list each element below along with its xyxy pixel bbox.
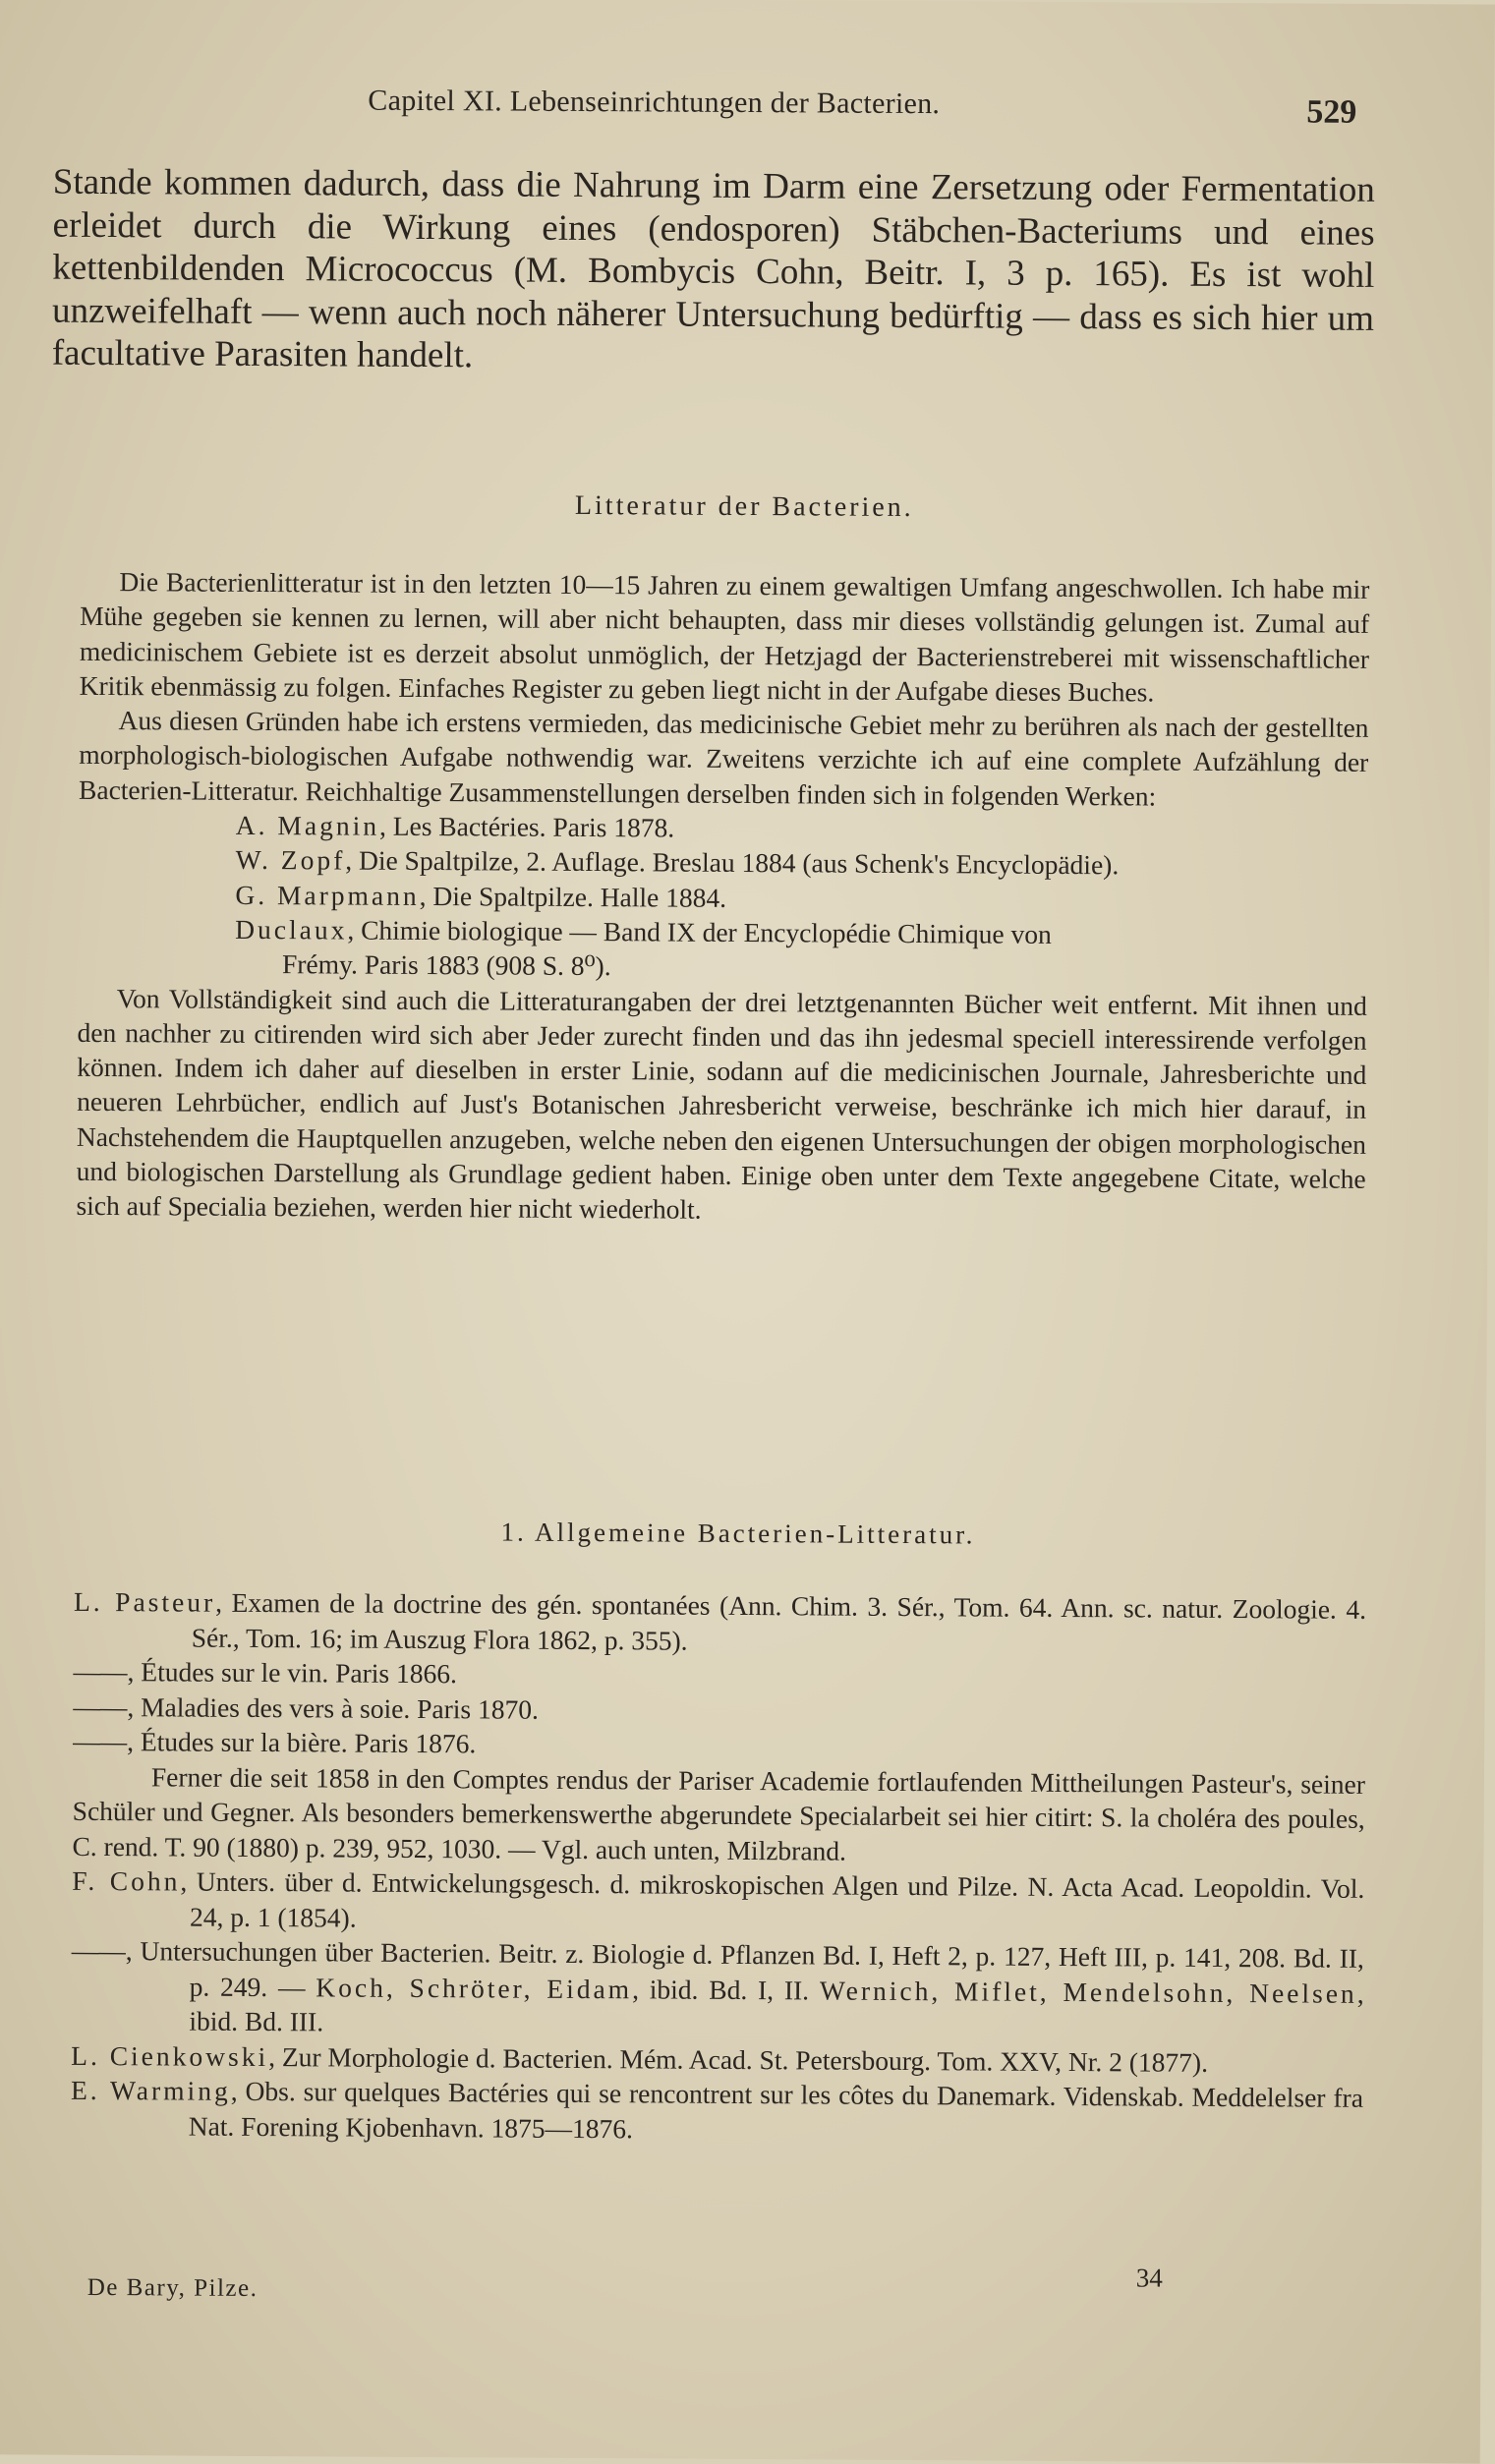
work-text: , Die Spaltpilze, 2. Auflage. Breslau 1884 (aus Schenk's Encyclopädie).	[345, 844, 1120, 881]
intro-text: Stande kommen dadurch, dass die Nahrung im Darm eine Zersetzung oder Fermentation erleidet durch die Wirkung eines (endosporen) Stäbchen-Bacteriums und eines kettenbildenden Micrococcus (M. Bombycis Cohn, Beitr. I, 3 p. 165). Es ist wohl unzweifelhaft — wenn auch noch näherer Untersuchung bedürftig — dass es sich hier um facultative Parasiten handelt.	[51, 161, 1375, 376]
reference-note: Ferner die seit 1858 in den Comptes rendus der Pariser Academie fortlaufenden Mittheilungen Pasteur's, seiner Schüler und Gegner. Als besonders bemerkenswerthe abgerundete Specialarbeit sei hier citirt: S. la choléra des poules, C. rend. T. 90 (1880) p. 239, 952, 1030. — Vgl. auch unten, Milzbrand.	[72, 1760, 1366, 1866]
ref-text: ——, Untersuchungen über Bacterien. Beitr. z. Biologie d. Pflanzen Bd. I, Heft 2, p. 127, Heft III, p. 141, 208. Bd. II, p. 249. —	[71, 1934, 1364, 2002]
ref-text: , Examen de la doctrine des gén. spontanées (Ann. Chim. 3. Sér., Tom. 64. Ann. sc. natur. Zoologie. 4. Sér., Tom. 16; im Auszug Flora 1862, p. 355).	[191, 1586, 1367, 1656]
subsection-heading: 1. Allgemeine Bacterien-Litteratur.	[500, 1517, 976, 1550]
paragraph-3: Von Vollständigkeit sind auch die Litteraturangaben der drei letztgenannten Bücher weit entfernt. Mit ihnen und den nachher zu citirenden wird sich aber Jeder zurecht finden und das ihn jedesmal speciell interessirende verfolgen können. Indem ich daher auf dieselben in erster Linie, sodann auf die medicinischen Journale, Jahresberichte und neueren Lehrbücher, endlich auf Just's Botanischen Jahresbericht verweise, beschränke ich mich hier darauf, in Nachstehendem die Hauptquellen anzugeben, welche neben den eigenen Untersuchungen der obigen morphologischen und biologischen Darstellung als Grundlage gedient haben. Einige oben unter dem Texte angegebene Citate, welche sich auf Specialia beziehen, werden hier nicht wiederholt.	[76, 982, 1367, 1226]
ref-text: , ibid. Bd. I, II.	[632, 1973, 821, 2005]
section-heading: Litteratur der Bacterien.	[574, 489, 914, 524]
reference-list	[71, 1584, 1366, 2150]
reference-entry	[71, 2073, 1363, 2150]
ref-author: E. Warming	[70, 2074, 231, 2106]
work-text: , Les Bactéries. Paris 1878.	[378, 810, 675, 843]
ref-text: , ibid. Bd. III.	[189, 1977, 1364, 2037]
works-list	[235, 808, 1368, 989]
reference-entry	[74, 1584, 1366, 1662]
page-number: 529	[1306, 93, 1357, 131]
paragraph-1: Die Bacterienlitteratur ist in den letzten 10—15 Jahren zu einem gewaltigen Umfang angeschwollen. Ich habe mir Mühe gegeben sie kennen zu lernen, will aber nicht behaupten, dass mir dieses vollständig gelungen ist. Zumal auf medicinischem Gebiete ist es derzeit absolut unmöglich, der Hetzjagd der Bacterienstreberei mit wissenschaftlicher Kritik ebenmässig zu folgen. Einfaches Register zu geben liegt nicht in der Aufgabe dieses Buches.	[79, 566, 1370, 708]
ref-text: , Zur Morphologie d. Bacterien. Mém. Acad. St. Petersbourg. Tom. XXV, Nr. 2 (1877).	[268, 2040, 1209, 2078]
work-author: G. Marpmann	[235, 879, 420, 911]
reference-entry: ——, Études sur le vin. Paris 1866.	[73, 1655, 458, 1690]
running-header	[0, 82, 1494, 140]
work-author: Duclaux	[235, 913, 348, 945]
work-author: A. Magnin	[235, 809, 380, 841]
work-item-continuation: Frémy. Paris 1883 (908 S. 8⁰).	[281, 948, 611, 982]
ref-author: Koch, Schröter, Eidam	[316, 1971, 633, 2004]
ref-author: F. Cohn	[72, 1864, 181, 1897]
ref-text: , Unters. über d. Entwickelungsgesch. d. mikroskopischen Algen und Pilze. N. Acta Acad. Leopoldin. Vol. 24, p. 1 (1854).	[180, 1865, 1365, 1933]
ref-author: L. Cienkowski	[71, 2039, 269, 2072]
chapter-title: Capitel XI. Lebenseinrichtungen der Bacterien.	[368, 84, 941, 121]
paragraph-2: Aus diesen Gründen habe ich erstens vermieden, das medicinische Gebiet mehr zu berühren als nach der gestellten morphologisch-biologischen Aufgabe nothwendig war. Zweitens verzichte ich auf eine complete Aufzählung der Bacterien-Litteratur. Reichhaltige Zusammenstellungen derselben finden sich in folgenden Werken:	[78, 705, 1369, 812]
reference-entry	[72, 1863, 1364, 1941]
reference-entry: ——, Études sur la bière. Paris 1876.	[73, 1725, 477, 1759]
signature-mark: 34	[1135, 2263, 1163, 2293]
ref-author: Wernich, Miflet, Mendelsohn, Neelsen	[819, 1974, 1357, 2009]
footer-book-title: De Bary, Pilze.	[86, 2273, 259, 2303]
ref-text: , Obs. sur quelques Bactéries qui se rencontrent sur les côtes du Danemark. Videnskab. Meddelelser fra Nat. Forening Kjobenhavn. 1875—1876.	[188, 2075, 1364, 2144]
reference-entry: ——, Maladies des vers à soie. Paris 1870.	[73, 1690, 540, 1725]
intro-paragraph	[52, 161, 1375, 383]
ref-author: L. Pasteur	[73, 1585, 216, 1618]
work-text: , Chimie biologique — Band IX der Encyclopédie Chimique von	[347, 914, 1052, 949]
reference-entry	[71, 1933, 1364, 2046]
work-text: , Die Spaltpilze. Halle 1884.	[419, 880, 727, 913]
literature-intro	[76, 564, 1369, 1232]
work-author: W. Zopf	[235, 844, 346, 876]
